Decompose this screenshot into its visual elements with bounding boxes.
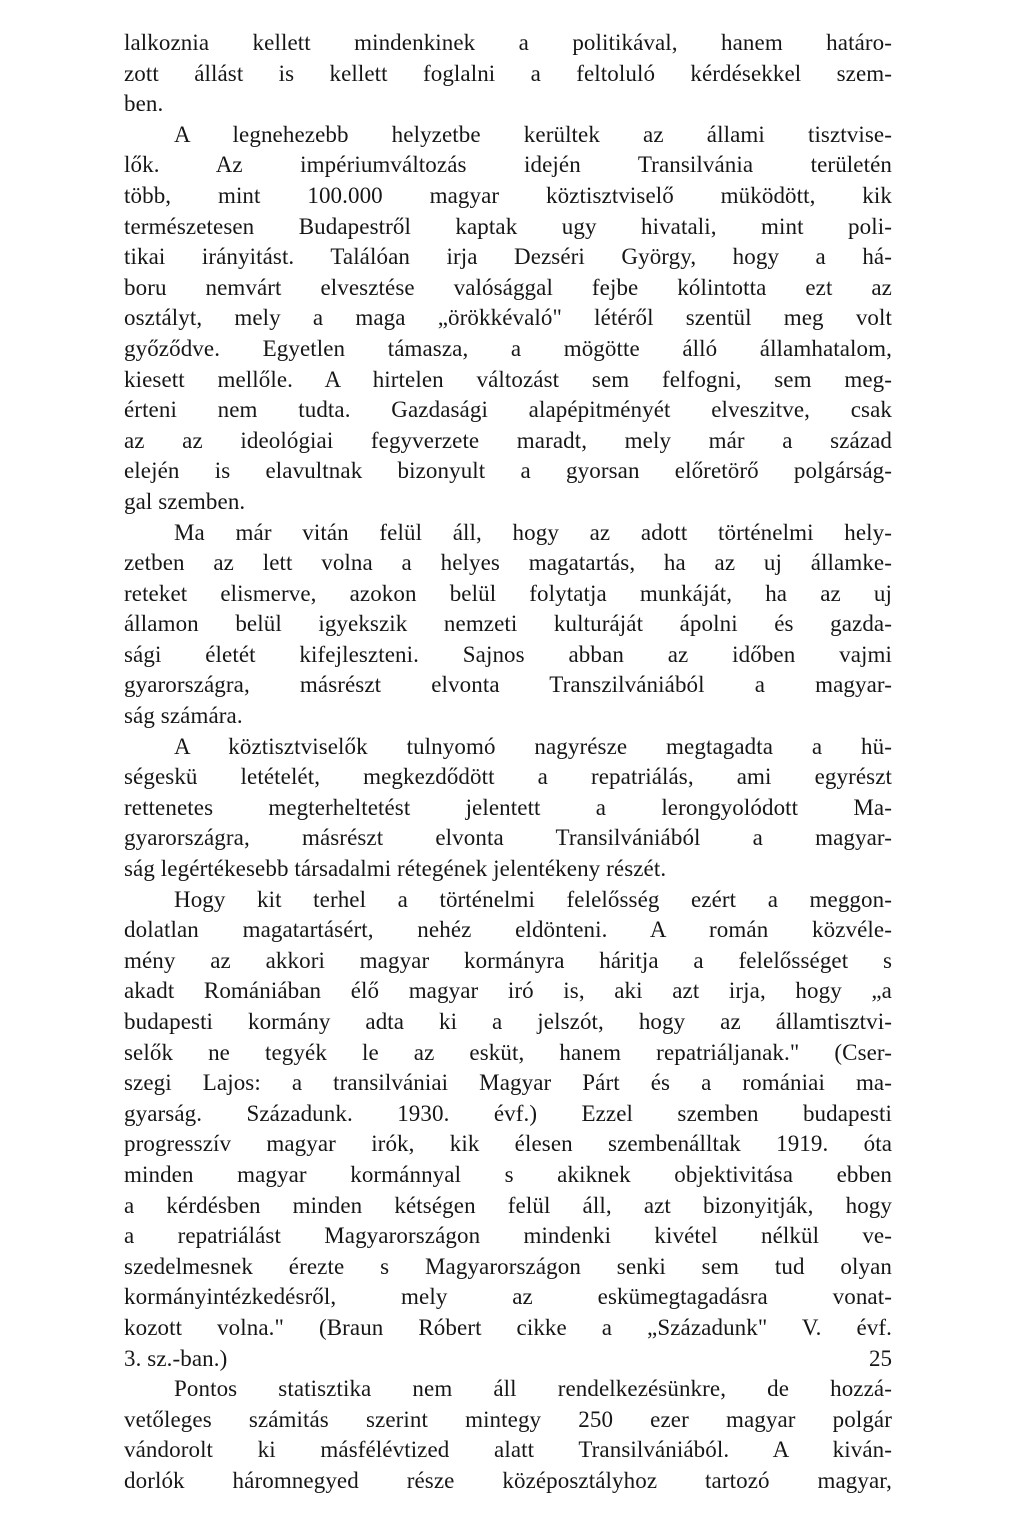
text-line: dolatlan magatartásért, nehéz eldönteni. A román közvéle- (124, 917, 892, 943)
text-line: kiesett mellőle. A hirtelen változást sem felfogni, sem meg- (124, 366, 892, 392)
text-line: A köztisztviselők tulnyomó nagyrésze megtagadta a hü- (174, 733, 892, 759)
text-line: minden magyar kormánnyal s akiknek objektivitása ebben (124, 1161, 892, 1187)
text-line: vándorolt ki másfélévtized alatt Transilvániából. A kiván- (124, 1437, 892, 1463)
text-line: kormányintézkedésről, mely az eskümegtagadásra vonat- (124, 1284, 892, 1310)
text-line: budapesti kormány adta ki a jelszót, hogy az államtisztvi- (124, 1009, 892, 1034)
page-number: 25 (869, 1346, 892, 1371)
text-line: államon belül igyekszik nemzeti kulturáját ápolni és gazda- (124, 611, 892, 637)
text-line: Hogy kit terhel a történelmi felelősség ezért a meggon- (174, 886, 892, 912)
text-line: dorlók háromnegyed része középosztályhoz tartozó magyar, (124, 1467, 892, 1493)
text-line: gyarországra, másrészt elvonta Transzilvániából a magyar- (124, 672, 892, 698)
text-line: reteket elismerve, azokon belül folytatja munkáját, ha az uj (124, 580, 892, 606)
text-line: mény az akkori magyar kormányra háritja a felelősséget s (124, 947, 892, 973)
text-line: gyarországra, másrészt elvonta Transilvániából a magyar- (124, 825, 892, 851)
text-line: Ma már vitán felül áll, hogy az adott történelmi hely- (174, 519, 892, 545)
text-line: rettenetes megterheltetést jelentett a lerongyolódott Ma- (124, 794, 892, 820)
text-line: szegi Lajos: a transilvániai Magyar Párt és a romániai ma- (124, 1070, 892, 1096)
text-line: akadt Romániában élő magyar iró is, aki azt irja, hogy „a (124, 978, 892, 1004)
text-line: vetőleges számitás szerint mintegy 250 ezer magyar polgár (124, 1406, 892, 1432)
text-line: érteni nem tudta. Gazdasági alapépitményét elveszitve, csak (124, 397, 892, 423)
text-line: kozott volna." (Braun Róbert cikke a „Századunk" V. évf. (124, 1314, 892, 1340)
text-line: szedelmesnek érezte s Magyarországon senki sem tud olyan (124, 1253, 892, 1279)
text-line: selők ne tegyék le az esküt, hanem repatriáljanak." (Cser- (124, 1039, 892, 1065)
text-line: lők. Az impériumváltozás idején Transilvánia területén (124, 152, 892, 178)
text-line: a repatriálást Magyarországon mindenki kivétel nélkül ve- (124, 1223, 892, 1249)
text-line: győződve. Egyetlen támasza, a mögötte álló államhatalom, (124, 335, 892, 361)
text-line: 3. sz.-ban.) (124, 1345, 228, 1371)
text-line: ság legértékesebb társadalmi rétegének jelentékeny részét. (124, 856, 667, 882)
text-line: zott állást is kellett foglalni a feltoluló kérdésekkel szem- (124, 60, 892, 86)
text-line: több, mint 100.000 magyar köztisztviselő müködött, kik (124, 182, 892, 208)
text-line: zetben az lett volna a helyes magatartás, ha az uj államke- (124, 550, 892, 576)
text-line: A legnehezebb helyzetbe kerültek az állami tisztvise- (174, 121, 892, 147)
text-line: progresszív magyar irók, kik élesen szembenálltak 1919. óta (124, 1131, 892, 1157)
text-line: a kérdésben minden kétségen felül áll, azt bizonyitják, hogy (124, 1192, 892, 1218)
text-line: természetesen Budapestről kaptak ugy hivatali, mint poli- (124, 213, 892, 239)
text-line: sági életét kifejleszteni. Sajnos abban az időben vajmi (124, 641, 892, 667)
text-line: lalkoznia kellett mindenkinek a politikával, hanem határo- (124, 30, 892, 55)
text-line: gyarság. Századunk. 1930. évf.) Ezzel szemben budapesti (124, 1100, 892, 1126)
text-line: az az ideológiai fegyverzete maradt, mely már a század (124, 427, 892, 453)
text-line: tikai irányitást. Találóan irja Dezséri György, hogy a há- (124, 244, 892, 270)
text-line: ségeskü letételét, megkezdődött a repatriálás, ami egyrészt (124, 764, 892, 790)
text-line: boru nemvárt elvesztése valósággal fejbe kólintotta ezt az (124, 274, 892, 300)
page-text-body (124, 28, 892, 1497)
text-line: elején is elavultnak bizonyult a gyorsan előretörő polgárság- (124, 458, 892, 484)
text-line: ság számára. (124, 703, 243, 729)
text-line: ben. (124, 91, 164, 117)
text-line: Pontos statisztika nem áll rendelkezésünkre, de hozzá- (174, 1376, 892, 1402)
text-line: osztályt, mely a maga „örökkévaló" létéről szentül meg volt (124, 305, 892, 331)
text-line: gal szemben. (124, 488, 246, 514)
